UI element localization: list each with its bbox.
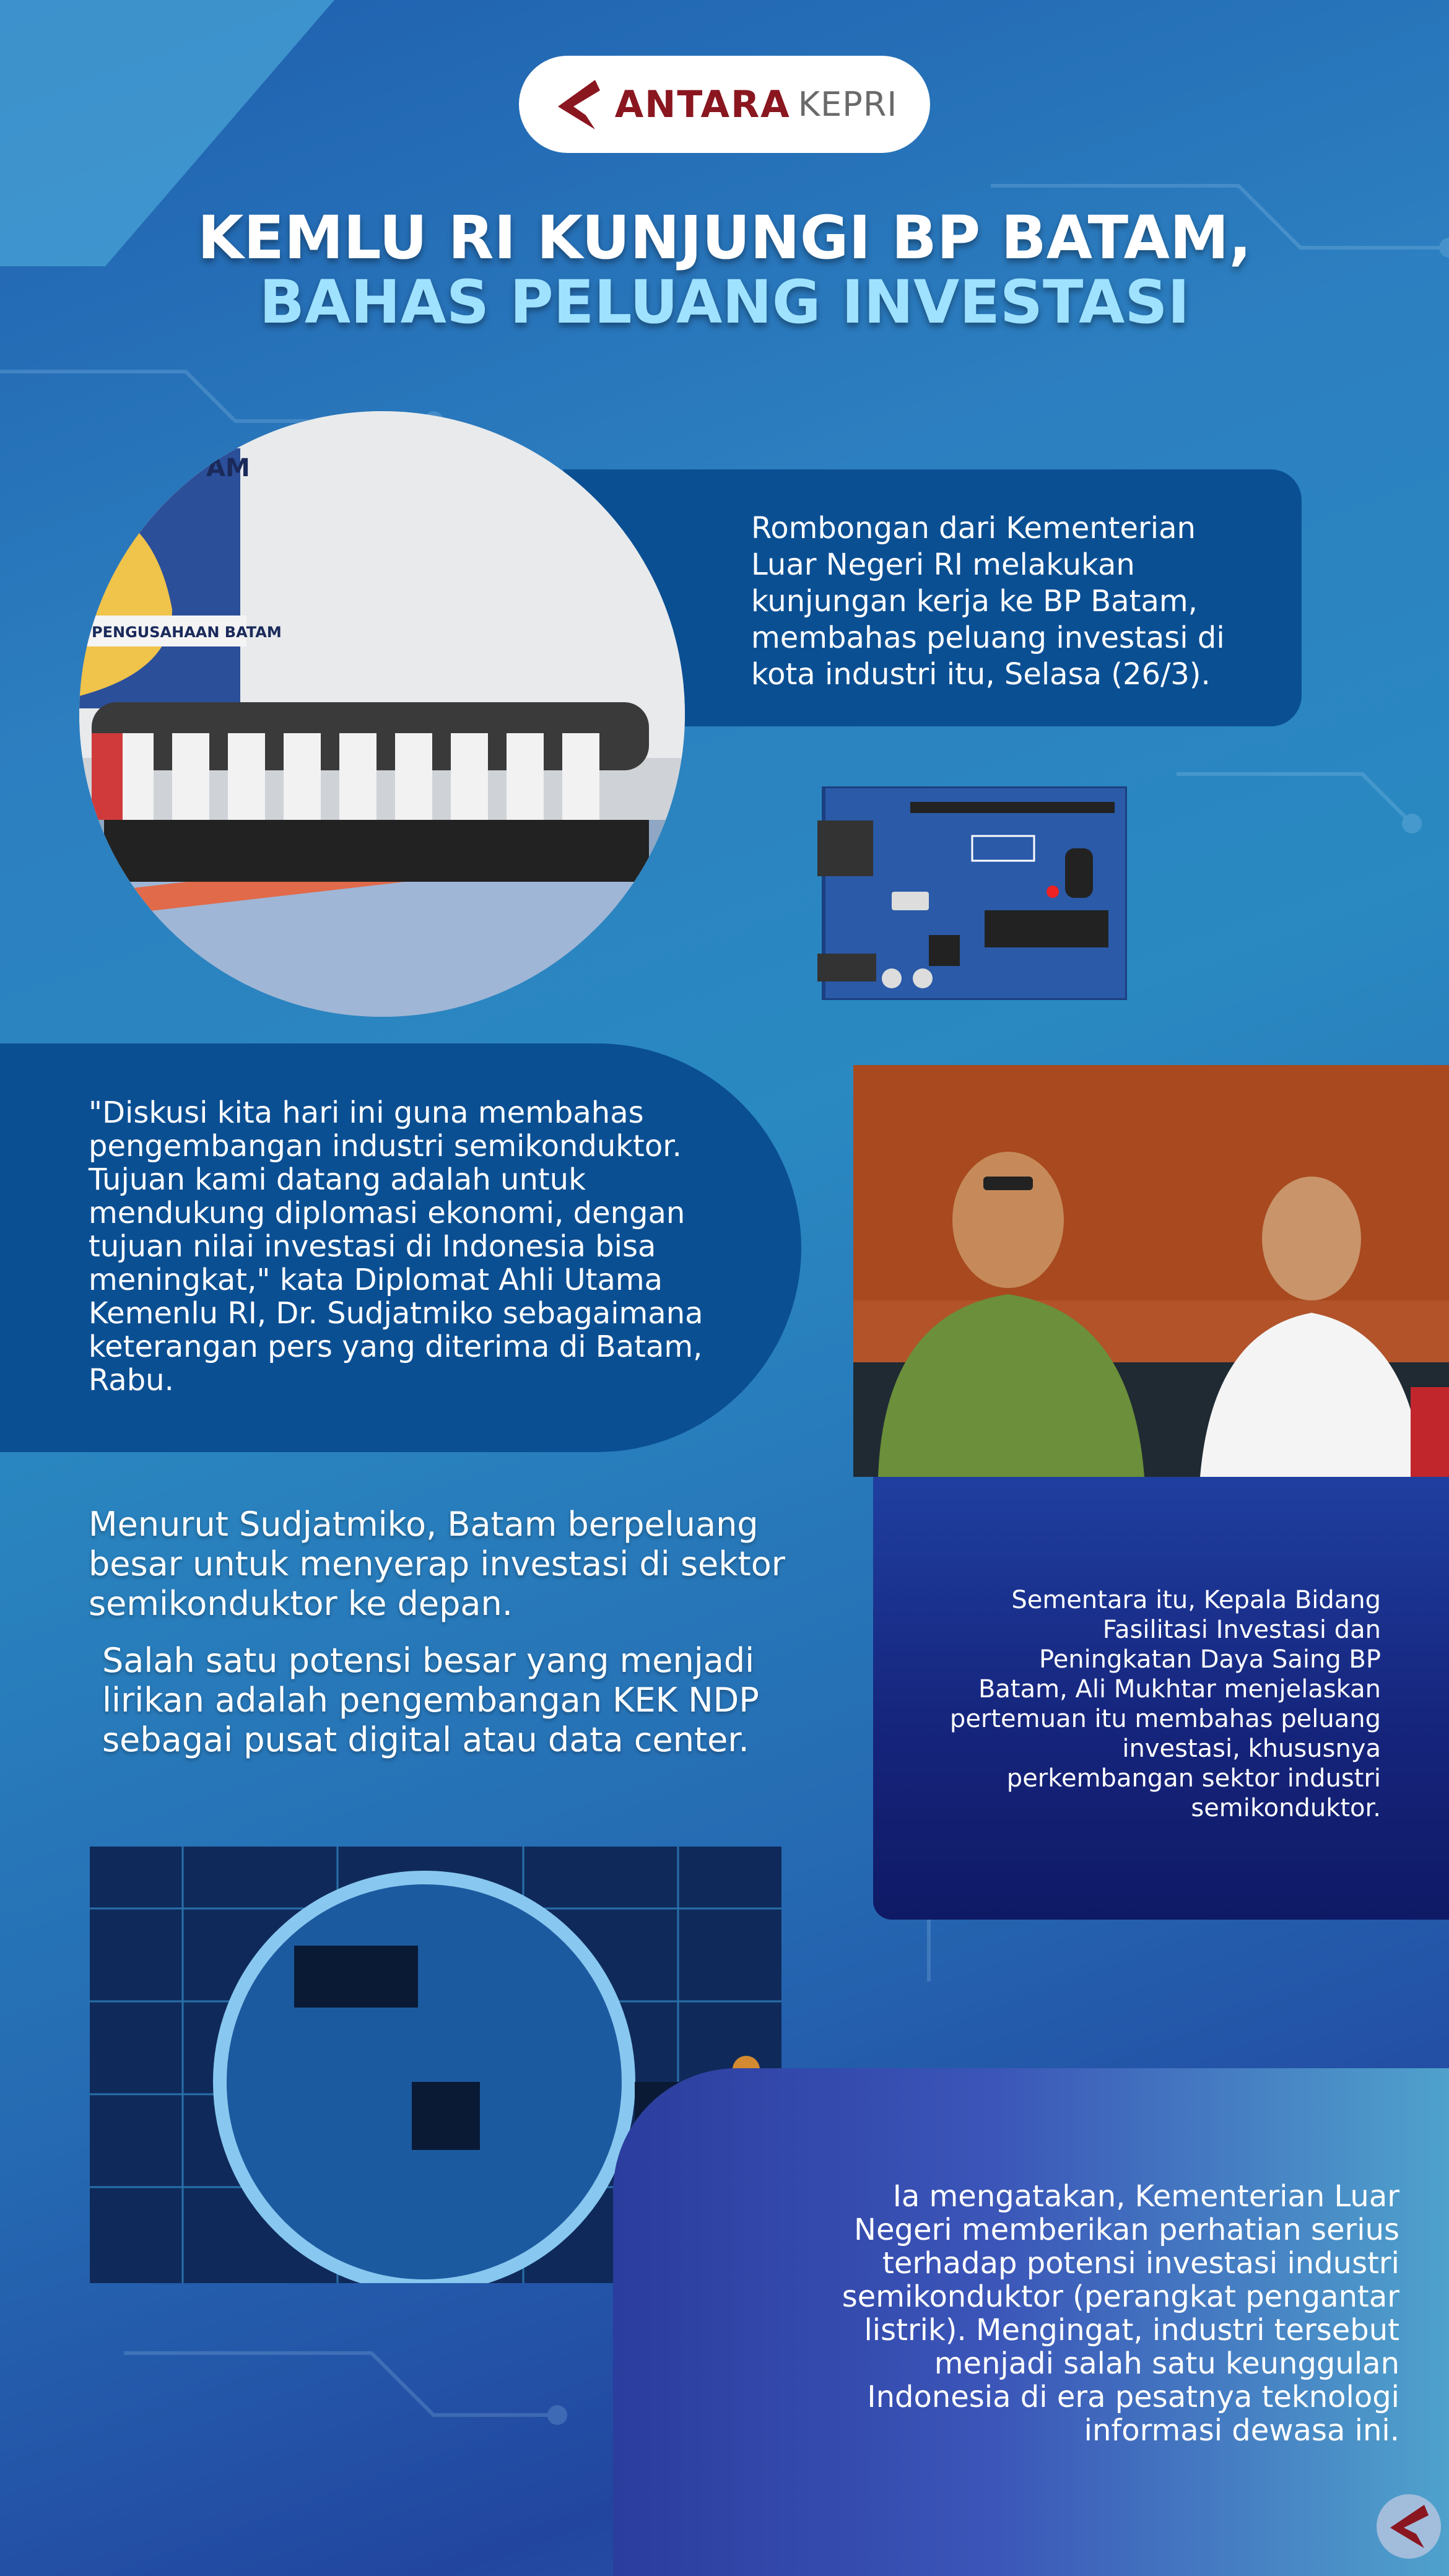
- antara-logo: [519, 56, 930, 153]
- brand-sub: KEPRI: [798, 85, 898, 124]
- building-sign-top: AM: [206, 454, 250, 482]
- brand-main: ANTARA: [614, 82, 791, 126]
- group-photo: [79, 411, 685, 1017]
- page-title-line1: KEMLU RI KUNJUNGI BP BATAM,: [198, 203, 1251, 272]
- intro-text: Rombongan dari Kementerian Luar Negeri RI melakukan kunjungan kerja ke BP Batam, membahas peluang investasi di kota industri itu, Selasa (26/3).: [751, 511, 1225, 692]
- page-title-line2: BAHAS PELUANG INVESTASI: [259, 268, 1190, 337]
- circuit-board-illustration: [817, 786, 1127, 1000]
- quote-text: "Diskusi kita hari ini guna membahas pengembangan industri semikonduktor. Tujuan kami datang adalah untuk mendukung diplomasi ekonomi, dengan tujuan nilai investasi di Indonesia bisa meningkat," kata Diplomat Ahli Utama Kemenlu RI, Dr. Sudjatmiko sebagaimana keterangan pers yang diterima di Batam, Rabu.: [89, 1095, 703, 1398]
- antara-mark-icon: [552, 77, 607, 133]
- officials-photo: [853, 1065, 1449, 1477]
- closing-text: Ia mengatakan, Kementerian Luar Negeri memberikan perhatian serius terhadap potensi investasi industri semikonduktor (perangkat pengantar listrik). Mengingat, industri tersebut menjadi salah satu keunggulan Indonesia di era pesatnya teknologi informasi dewasa ini.: [842, 2179, 1399, 2448]
- building-sign: PENGUSAHAAN BATAM: [92, 624, 282, 641]
- opportunity-text: Menurut Sudjatmiko, Batam berpeluang besar untuk menyerap investasi di sektor semikonduktor ke depan.: [89, 1505, 785, 1623]
- potential-text: Salah satu potensi besar yang menjadi lirikan adalah pengembangan KEK NDP sebagai pusat digital atau data center.: [102, 1641, 759, 1759]
- official-text: Sementara itu, Kepala Bidang Fasilitasi Investasi dan Peningkatan Daya Saing BP Batam, Ali Mukhtar menjelaskan pertemuan itu membahas peluang investasi, khususnya perkembangan sektor industri semikonduktor.: [949, 1586, 1381, 1822]
- watermark-seal-icon: [1372, 2489, 1446, 2564]
